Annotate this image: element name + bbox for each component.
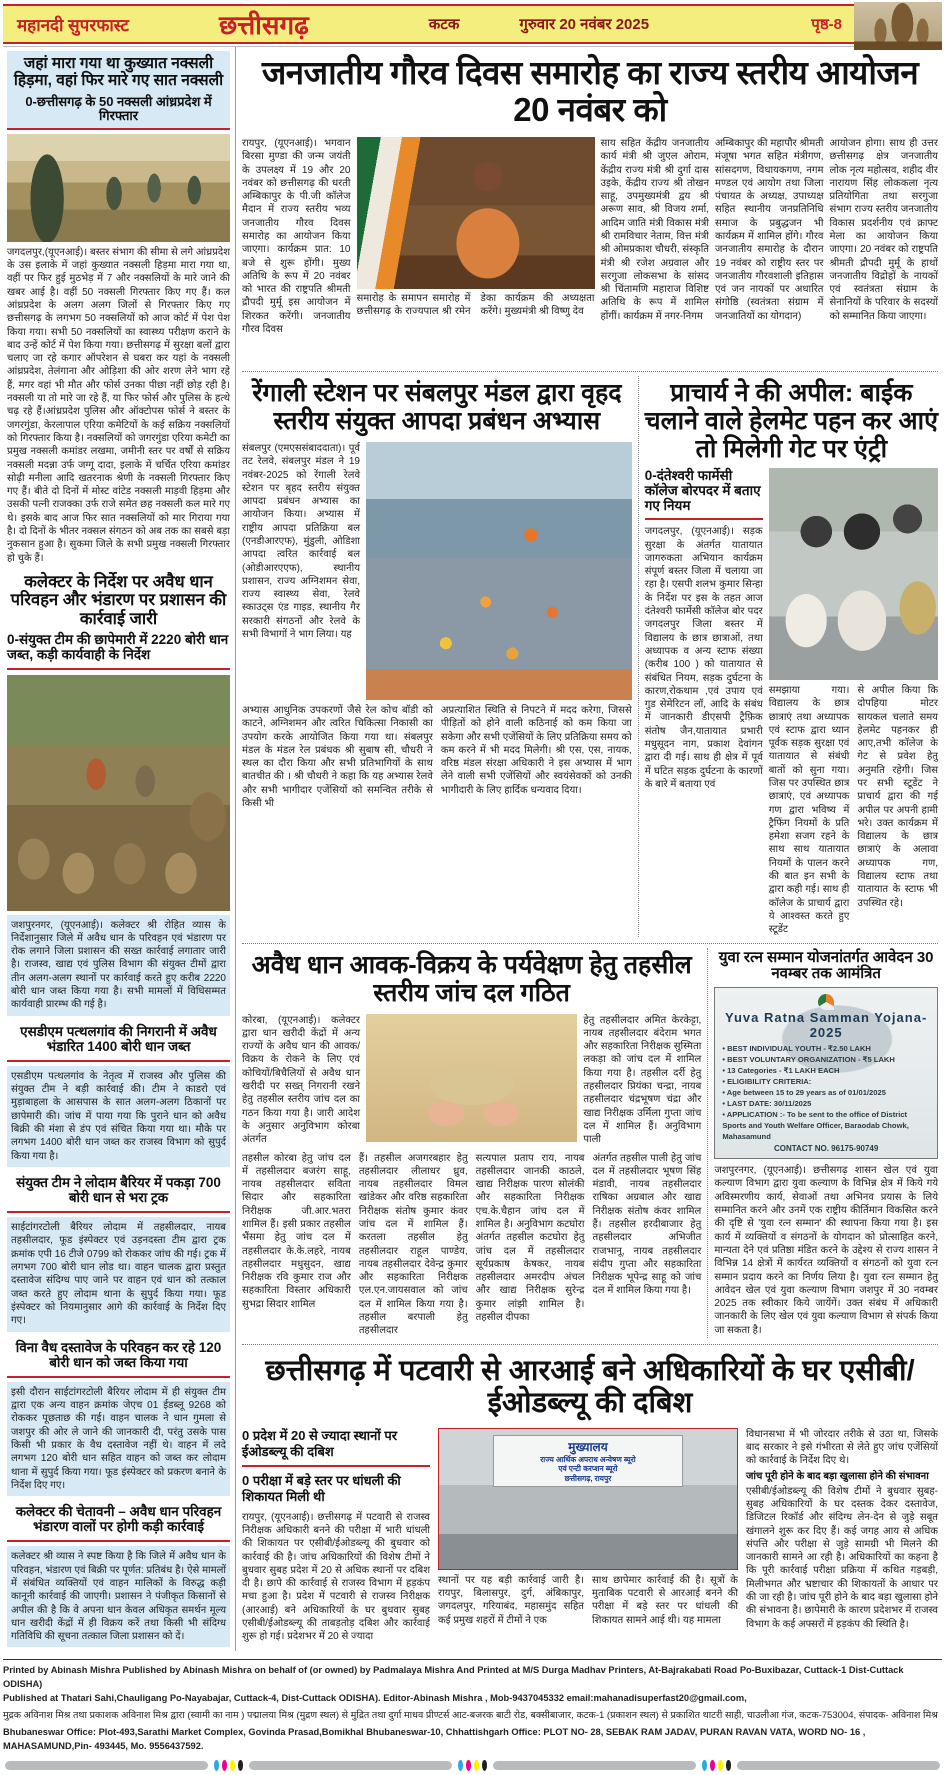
- korba-col-b: हैं। तहसील अजगरबहार हेतु तहसीलदार लीलाधर ध्रुव, नायब तहसीलदार विमल खांडेकर और वरिष्ठ सहकारिता निरीक्षक संतोष कुमार कंवर जांच दल में शामिल हैं। करतला तहसील हेतु तहसीलदार राहूल पाण्डेय, नायब तहसीलदार देवेन्द्र कुमार और सहकारिता निरीक्षक एल.एन.जायसवाल को जांच दल में शामिल किया गया है।तहसील बरपाली हेतु तहसीलदार: [358, 1152, 468, 1337]
- naxal-body: जगदलपुर,(यूएनआई)। बस्तर संभाग की सीमा से लगे आंध्रप्रदेश के उस इलाके में जहां कुख्यात नक्सली हिड़मा मारा गया था, वहीं पर फिर हुई मुठभेड़ में 7 और नक्सलियों के मारे जाने की खबर आई है। वहीं 50 नक्सली गिरफ्तार किए गए हैं। कल आंध्रप्रदेश के अलग अलग जिलों से गिरफ्तार किए गए छत्तीसगढ़ के लगभग 50 नक्सलियों को आज कोर्ट में पेश पेश किया गया। सभी 50 नक्सलियों का स्वास्थ्य परीक्षण कराने के बाद उन्हें कोर्ट में पेश किया गया। छत्तीसगढ़ में सुरक्षा बलों द्वारा चलाए जा रहे कगार ऑपरेशन से घबरा कर यहां के नक्सली आंध्रप्रदेश, तेलंगाना और ओड़िशा की ओर शरण लेने भाग रहे हैं, मगर वहां भी मौत और फोर्स उनका पीछा नहीं छोड़ रही है। नक्सली या तो मारे जा रहे हैं, या फिर फोर्स और पुलिस के हत्थे चढ़ रहे हैं।आंध्रप्रदेश पुलिस और ऑक्टोपस फोर्स ने बस्तर के जगरगुंडा, केरलापाल एरिया कमेटियों के कई सक्रिय नक्सलियों को गिरफ्तार किया है। नक्सलियों को जगरगुंडा एरिया कमेटी का प्रमुख नक्सली कमांडर लखमा, जमीनी स्तर पर वर्षों से सक्रिय नक्सली मदन्ना उर्फ जग्गू दादा, इलाके में चर्चित एरिया कमांडर सोढ़ी मनीला आदि खतरनाक श्रेणी के नक्सली गिरफ्तार किए गए हैं। बीते दो दिनों में मोस्ट वांटेड नक्सली माड़वी हिड़मा और उसकी पत्नी राजक्का उर्फ राजे समेत छह नक्सली कल मारे गए थे। इसके बाद आज फिर सात नक्सलियों को मार गिराया गया है। दो दिनों के भीतर नक्सल संगठन को अब तक का सबसे बड़ा नुकसान हुआ है। सुकमा जिले के सभी प्रमुख नक्सली गिरफ्तार हो चुके हैं।: [7, 246, 230, 564]
- train-article-top: [242, 442, 632, 700]
- acb-sign-line: छत्तीसगढ़, रायपुर: [564, 1474, 612, 1484]
- paddy-admin-headline: कलेक्टर के निर्देश पर अवैध धान परिवहन और भंडारण पर प्रशासन की कार्रवाई जारी: [10, 572, 227, 628]
- section-divider: [242, 1344, 938, 1345]
- tribal-headline: जनजातीय गौरव दिवस समारोह का राज्य स्तरीय आयोजन 20 नवंबर को: [261, 54, 919, 128]
- paddy-admin-subhead: 0-संयुक्त टीम की छापेमारी में 2220 बोरी धान जब्त, कड़ी कार्यवाही के निर्देश: [7, 630, 230, 669]
- acb-col2a: स्थानों पर यह बड़ी कार्रवाई जारी है। रायपुर, बिलासपुर, दुर्ग, अंबिकापुर, जगदलपुर, गरियाबंद, महासमुंद सहित कई प्रमुख शहरों में टीमों ने एक: [438, 1574, 584, 1626]
- tribal-photo-block: [357, 137, 595, 365]
- yuva-poster-graphic: [818, 994, 834, 1010]
- main-area: [236, 47, 942, 1651]
- imprint-line-1: Printed by Abinash Mishra Published by Abinash Mishra on behalf of (or owned) by Padmalaya Mishra And Printed at M/S Durga Madhav Printers, At-Bajrakabati Road Po-Buxibazar, Cuttack-1 Dist-Cuttack ODISHA): [3, 1665, 904, 1690]
- section-subhead-120-bori: विना वैध दस्तावेज के परिवहन कर रहे 120 बोरी धान को जब्त किया गया: [7, 1335, 230, 1378]
- acb-sign-line: राज्य आर्थिक अपराध अन्वेषण ब्यूरो: [540, 1454, 636, 1464]
- acb-article: [242, 1349, 938, 1644]
- poster-bullet: • 13 Categories - ₹1 LAKH EACH: [722, 1066, 840, 1076]
- masthead-date: गुरुवार 20 नवंबर 2025: [519, 16, 650, 33]
- cmyk-registration-marks: [458, 1760, 487, 1771]
- acb-building-photo: [438, 1428, 738, 1570]
- newspaper-page: [0, 4, 945, 1771]
- print-registration-bar: [5, 1760, 940, 1771]
- train-rescue-photo: [366, 442, 632, 700]
- imprint-footer: [3, 1659, 942, 1771]
- acb-col3-p2: एसीबी/ईओडब्ल्यू की विशेष टीमों ने बुधवार सुबह-सुबह अधिकारियों के घर दस्तक देकर दस्तावेज, डिजिटल रिकॉर्ड और संदिग्ध लेन-देन से जुड़े सबूत खंगालने शुरू कर दिए हैं। कई जगह आय से अधिक संपत्ति और परीक्षा से जुड़े सामग्री भी मिलने की जानकारी सामने आ रही है। अधिकारियों का कहना है कि पूरी कार्रवाई परीक्षा प्रक्रिया में कथित गड़बड़ी, मिलीभगत और भ्रष्टाचार की शिकायतों के आधार पर की जा रही है। जांच पूरी होने के बाद बड़ा खुलासा होने की संभावना है। छापेमारी के कारण प्रदेशभर में राजस्व विभाग के कई अफ्सरों में हड़कंप की स्थिति है।: [746, 1485, 938, 1630]
- helmet-article: [639, 376, 938, 937]
- acb-col1: रायपुर, (यूएनआई)। छत्तीसगढ़ में पटवारी से राजस्व निरीक्षक अधिकारी बनने की परीक्षा में भारी धांधली की शिकायत पर एसीबी/ईओडब्ल्यू की बुधवार को कार्रवाई की है। जांच अधिकारियों की विशेष टीमों ने बुधवार सुबह प्रदेश में 20 से अधिक स्थानों पर दबिश दी है। छापे की कार्रवाई से राजस्व विभाग में हड़कंप मचा हुआ है। प्रदेश में पटवारी से राजस्व निरीक्षक (आरआई) बने अधिकारियों के घर बुधवार सुबह एसीबी/ईओडब्ल्यू की ताबड़तोड़ दबिश और कार्रवाई शुरू हो गई। प्रदेशभर में 20 से ज्यादा: [242, 1511, 430, 1643]
- helmet-riders-photo: [769, 468, 938, 680]
- section-divider: [242, 943, 938, 944]
- temple-photo: [854, 2, 942, 50]
- paddy-admin-intro: जशपुरनगर, (यूएनआई)। कलेक्टर श्री रोहित व्यास के निर्देशानुसार जिले में अवैध धान के परिवहन एवं भंडारण पर रोक लगाने जिला प्रशासन की सख्त कार्रवाई लगातार जारी है। राजस्व, खाद्य एवं पुलिस विभाग की संयुक्त टीमों द्वारा तीन अलग-अलग स्थानों पर कार्रवाई करते हुए करीब 2220 बोरी धान जब्त किया गया है। सभी मामलों में विधिसम्मत कार्यवाही प्रारम्भ की गई है।: [7, 915, 230, 1016]
- poster-bullet: • APPLICATION :- To be sent to the office of District Sports and Youth Welfare Officer, Baraodab Chowk, Mahasamund: [722, 1110, 909, 1142]
- korba-article-bottom: [242, 1152, 701, 1338]
- poster-bullet: • BEST INDIVIDUAL YOUTH - ₹2.50 LAKH: [722, 1044, 871, 1054]
- korba-col-c: सत्यपाल प्रताप राय, नायब तहसीलदार जानकी काठले, खाद्य निरीक्षक पारण सोलंकी और सहकारिता निरीक्षक एच.के.चैहान जांच दल में शामिल है। अनुविभाग कटघोरा अंतर्गत तहसील कटघोरा हेतु जांच दल में तहसीलदार सूर्यप्रकाष केषकर, नायब तहसीलदार अमरदीप अंचल और खाद्य निरीक्षक सुरेन्द्र कुमार लांझी शामिल है।तहसील दीपका: [475, 1152, 585, 1324]
- acb-sign-line: एवं एन्टी करप्शन ब्यूरो: [558, 1464, 618, 1474]
- row-korba-yuva: [242, 948, 938, 1338]
- imprint-line-2: Published at Thatari Sahi,Chauligang Po-Nayabajar, Cuttack-4, Dist-Cuttack ODISHA). Editor-Abinash Mishra , Mob-9437045332 email:mahanadisuperfast20@gmail.com,: [3, 1693, 747, 1704]
- helmet-col1: जगदलपुर, (यूएनआई)। सड़क सुरक्षा के अंतर्गत यातायात जागरुकता अभियान कार्यक्रम संपूर्ण बस्तर जिला में चलाया जा रहा है। एसपी शलभ कुमार सिन्हा के निर्देश पर इस के तहत आज दंतेश्वरी फार्मेसी कॉलेज बोर पदर जगदलपुर जिला बस्तर में विद्यालय के छात्र छात्राओं, तथा अध्यापक व अन्य स्टाफ संख्या (करीब 100 ) को यातायात से संबंधित नियम, सड़क दुर्घटना के कारण,रोकथाम ,एवं उपाय एवं गुड सेमेरिटन लॉ, आदि के संबंध में जानकारी डीएसपी ट्रैफ़िक संतोष जैन,यातायात प्रभारी मधुसूदन नाग, प्रकाश देवांगन द्वारा दी गई। साथ ही क्षेत्र में पूर्व में घटित सड़क दुर्घटना के कारणों के बारे में बताया एवं: [644, 526, 763, 790]
- tribal-col6: आयोजन होगा। साथ ही उत्तर छत्तीसगढ़ क्षेत्र जनजातीय लोक नृत्य महोत्सव, शहीद वीर नारायण सिंह लोककला नृत्य प्रतियोगिता तथा सरगुजा संभाग राज्य स्तरीय जनजातीय विकास प्रदर्शनीय एवं क्राफ्ट मेला का आयोजन किया जाएगा। 20 नवंबर को राष्ट्रपति श्रीमती द्रौपदी मुर्मू के हाथों जनजातीय विद्रोहों के नायकों एवं स्वतंत्रता संग्राम के सेनानियों के परिवार के सदस्यों को सम्मानित किया जाएगा।: [829, 137, 938, 322]
- train-bottom-right: अप्रत्याशित स्थिति से निपटने में मदद करेगा, जिससे पीड़ितों को होने वाली कठिनाई को कम किया जा सकेगा और सभी एजेंसियों के लिए प्रतिक्रिया समय को कम करने में भी मदद मिलेगी। श्री एस, एस, नायक, वरिष्ठ मंडल संरक्षा अधिकारी ने इस अभ्यास में भाग लेने वाली सभी एजेंसियों और स्वयंसेवकों को उनकी भागीदारी के लिए हार्दिक धन्यवाद दिया।: [440, 704, 632, 796]
- cmyk-registration-marks: [214, 1760, 243, 1771]
- helmet-article-top: [645, 468, 938, 937]
- korba-headline: अवैध धान आवक-विक्रय के पर्यवेक्षण हेतु तहसील स्तरीय जांच दल गठित: [251, 950, 692, 1007]
- row-train-helmet: [242, 376, 938, 937]
- masthead-city: कटक: [428, 16, 460, 33]
- poster-bullet: • Age between 15 to 29 years as of 01/01/2025: [722, 1088, 886, 1098]
- korba-col-d: अंतर्गत तहसील पाली हेतु जांच दल में तहसीलदार भूषण सिंह मंडावी, नायब तहसीलदार राषिका अग्रबाल और खाद्य निरीक्षक संतोष कंवर शामिल हैं। तहसील हरदीबाजार हेतु तहसीलदार अभिजीत राजभानू, नायब तहसीलदार संदीप गुप्ता और सहकारिता निरीक्षक भूपेन्द्र साहू को जांच दल में शामिल किया गया है।: [592, 1152, 702, 1297]
- train-article-bottom: [242, 704, 632, 810]
- acb-office-sign: [493, 1435, 684, 1487]
- naxal-article: [7, 51, 230, 565]
- yuva-body: जशपुरनगर, (यूएनआई)। छत्तीसगढ़ शासन खेल एवं युवा कल्याण विभाग द्वारा युवा कल्याण के विभिन्न क्षेत्र में किये गये अविस्मरणीय कार्य, सेवाओं तथा अभिनव प्रयास के लिये सम्मानित करने और उनमें एक राष्ट्रीय कीर्तिमान विकसित करने की दृष्टि से 'युवा रत्न सम्मान' की स्थापना किया गया है। इस कार्य में व्यक्तियों व संगठनों के योगदान को प्रोत्साहित करने, मान्यता देने एवं प्रतिष्ठा मंडित करने के उद्देश्य से राज्य शासन ने विभिन्न 14 क्षेत्रों में कार्यरत व्यक्तियों व संगठनों को युवा रत्न सम्मान प्रदाय करने का निर्णय लिया है। युवा रत्न सम्मान हेतु आवेदन खेल एवं युवा कल्याण विभाग जशपुर में 30 नवम्बर 2025 तक स्वीकार किये जायेंगें। उक्त संबंध में अधिकारी जानकारी के लिए खेल एवं युवा कल्याण विभाग से संपर्क किया जा सकता है।: [714, 1165, 938, 1336]
- paddy-admin-article: [7, 571, 230, 1647]
- acb-sign-title: मुख्यालय: [568, 1439, 608, 1454]
- imprint-line-hindi: मुद्रक अविनाश मिश्र तथा प्रकाशक अविनाश मिश्र द्वारा (स्वामी का नाम ) पद्मालया मिश्र (मुद्रण स्थल) से मुद्रित तथा दुर्गा माधव प्रीण्टर्स आट-बजरक बाटी रोड, बक्सीबाजार, कटक-1 (प्रकाशन स्थल) से प्रकाशित थाटरी साही, चाउलीआ गंज, कटक-753004, संपादक- अविनाश मिश्र: [3, 1710, 938, 1722]
- section-body-1400-bori: एसडीएम पत्थलगांव के नेतृत्व में राजस्व और पुलिस की संयुक्त टीम ने बड़ी कार्रवाई की। टीम ने काडरो एवं मुड़ाबाहला के आसपास के सात अलग-अलग ठिकानों पर छापेमारी की। जांच में पाया गया कि पुराने धान को अवैध बिक्री की मंशा से डंप एवं संचित किया गया था। मौके पर लगभग 1400 बोरी धान जब्त कर राजस्व विभाग को सुपुर्द किया गया है।: [7, 1066, 230, 1167]
- section-body-120-bori: इसी दौरान साईटांगरटोली बैरियर लोदाम में ही संयुक्त टीम द्वारा एक अन्य वाहन क्रमांक जेएच 01 ईडब्लू 9268 को रोककर पूछताछ की गई। वाहन चालक ने धान गुमला से जशपुर की ओर ले जाने की जानकारी दी, परंतु उसके पास किसी भी प्रकार के वैध दस्तावेज नहीं थे। वाहन में लदे लगभग 120 बोरी धान सहित वाहन को जब्त कर लोदाम थाना में सुपुर्द किया गया। फूड इंस्पेक्टर को प्रकरण बनाने के निर्देश दिए गए।: [7, 1382, 230, 1496]
- section-body-collector-warning: कलेक्टर श्री व्यास ने स्पष्ट किया है कि जिले में अवैध धान के परिवहन, भंडारण एवं बिक्री पर पूर्णत: प्रतिबंध है। ऐसे मामलों में संबंधित व्यक्तियों एवं वाहन मालिकों के विरुद्ध कड़ी कानूनी कार्रवाई की जाएगी। प्रशासन ने पंजीकृत किसानों से अपील की है कि वे अपना धान केवल अधिकृत समर्थन मूल्य धान खरीदी केंद्रों में ही विक्रय करें तथा किसी भी संदिग्ध गतिविधि की सूचना तत्काल जिला प्रशासन को दें।: [7, 1546, 230, 1647]
- tribal-photo-caption: समारोह के समापन समारोह में छत्तीसगढ़ के राज्यपाल श्री रमेन डेका कार्यक्रम की अध्यक्षता करेंगे। मुख्यमंत्री श्री विष्णु देव: [356, 292, 595, 317]
- tribal-article-columns: [242, 137, 938, 365]
- cmyk-registration-marks: [702, 1760, 731, 1771]
- poster-bullet: • BEST VOLUNTARY ORGANIZATION - ₹5 LAKH: [722, 1055, 895, 1065]
- yuva-article: [708, 948, 938, 1338]
- tribal-col1: रायपुर, (यूएनआई)। भगवान बिरसा मुण्डा की जन्म जयंती के उपलक्ष्य में 19 और 20 नवंबर को छत्तीसगढ़ की धरती अम्बिकापुर के पी.जी कॉलेज मैदान में राज्य स्तरीय भव्य जनजातीय गौरव दिवस समारोह का आयोजन किया जाएगा। कार्यक्रम प्रात: 10 बजे से शुरू होंगी। मुख्य अतिथि के रूप में 20 नवंबर को भारत की राष्ट्रपति श्रीमती द्रौपदी मुर्मू इस आयोजन में शिरकत करेंगी। जनजातीय गौरव दिवस: [242, 137, 351, 336]
- section-subhead-collector-warning: कलेक्टर की चेतावनी – अवैध धान परिवहन भंडारण वालों पर होगी कड़ी कार्रवाई: [7, 1499, 230, 1542]
- section-subhead-1400-bori: एसडीएम पत्थलगांव की निगरानी में अवैध भंडारित 1400 बोरी धान जब्त: [7, 1019, 230, 1062]
- acb-left-block: [242, 1428, 430, 1644]
- naxal-forest-photo: [7, 134, 230, 242]
- korba-col-left: कोरबा, (यूएनआई)। कलेक्टर द्वारा धान खरीदी केंद्रों में अन्य राज्यों के अवैध धान की आवक/विक्रय के रोकने के लिए एवं कोचियों/बिचैलियों से अवैध धान खरीदी पर सख्त् निगरानी रखने हेतु तहसील स्तरीय जांच दल का गठन किया गया है। जारी आदेश के अनुसार अनुविभाग कोरबा अंतर्गत: [242, 1014, 360, 1146]
- yuva-poster-title: Yuva Ratna Samman Yojana-2025: [725, 1010, 928, 1041]
- imprint-line-4: Bhubaneswar Office: Plot-493,Sarathi Market Complex, Govinda Prasad,Bomikhal Bhubaneswar-10, Chhattishgarh Office: PLOT NO- 28, SEBAK RAM JADAV, PURAN RAVAN VATA, WORD NO- 16 , MAHASAMUND,Pin- 493445, Mo. 9556437592.: [3, 1727, 866, 1752]
- acb-col3-p1: विधानसभा में भी जोरदार तरीके से उठा था, जिसके बाद सरकार ने इसे गंभीरता से लेते हुए जांच एजेंसियों को कार्रवाई के निर्देश दिए थे।: [746, 1428, 938, 1467]
- page-number: पृष्ठ-8: [811, 16, 842, 33]
- paper-name: छत्तीसगढ़: [218, 10, 309, 40]
- acb-col3-subhead: जांच पूरी होने के बाद बड़ा खुलासा होने की संभावना: [746, 1470, 929, 1482]
- yuva-poster: [714, 987, 938, 1159]
- acb-middle-block: [438, 1428, 738, 1644]
- section-divider: [242, 371, 938, 372]
- yuva-headline: युवा रत्न सम्मान योजनांतर्गत आवेदन 30 नवम्बर तक आमंत्रित: [718, 948, 934, 983]
- helmet-article-bottom: [769, 684, 938, 937]
- helmet-subhead: 0-दंतेश्वरी फार्मेसी कॉलेज बोरपदर में बताए गए नियम: [645, 468, 763, 520]
- masthead-left-title: महानदी सुपरफास्ट: [17, 15, 129, 35]
- acb-headline: छत्तीसगढ़ में पटवारी से आरआई बने अधिकारियों के घर एसीबी/ईओडब्ल्यू की दबिश: [265, 1354, 915, 1420]
- korba-article-top: [242, 1014, 701, 1147]
- acb-col2b: साथ छापेमार कार्रवाई की है। सूत्रों के मुताबिक पटवारी से आरआई बनने की परीक्षा में बड़े स्तर पर धांधली की शिकायत सामने आई थी। यह मामला: [592, 1574, 738, 1626]
- train-col1: संबलपुर (एमएससंबाददाता)। पूर्व तट रेलवे, संबलपुर मंडल ने 19 नवंबर-2025 को रेंगाली रेलवे स्टेशन पर बृहद स्तरीय संयुक्त आपदा प्रबंधन अभ्यास का आयोजन किया। अभ्यास में राष्ट्रीय आपदा प्रतिक्रिया बल (एनडीआरएफ), मुंडुली, ओडिशा आपदा त्वरित कार्रवाई बल (ओडीआरएएफ), स्थानीय प्रशासन, राज्य अग्निशमन सेवा, राज्य स्वास्थ्य सेवा, रेलवे स्काउट्स एंड गाइड, स्थानीय गैर सरकारी संगठनों और रेलवे के सभी विभागों ने भाग लिया। यह: [242, 442, 360, 641]
- naxal-subhead: 0-छत्तीसगढ़ के 50 नक्सली आंध्रप्रदेश में गिरफ्तार: [7, 92, 230, 130]
- masthead: [3, 4, 942, 44]
- registration-segment: [493, 1761, 696, 1770]
- paddy-sacks-photo: [7, 675, 230, 911]
- korba-article: [242, 948, 708, 1338]
- helmet-col3: से अपील किया कि दोपहिया मोटर सायकल चलाते समय हेलमेट पहनकर ही आए,तभी कॉलेज के गेट से प्रवेश हेतु अनुमति रहेगी। जिस पर सभी स्टूडेंट ने प्राचार्य द्वारा की गई अपील पर अपनी हामी भरे। उक्त कार्यक्रम में विद्यालय के छात्र छात्राएं के अलावा अध्यापक गण, विद्यालय स्टाफ तथा यातायात के स्टाफ भी उपस्थित रहे।: [857, 684, 938, 909]
- registration-segment: [5, 1761, 208, 1770]
- acb-subhead-1: 0 प्रदेश में 20 से ज्यादा स्थानों पर ईओडब्ल्यू की दबिश: [242, 1428, 430, 1468]
- left-column: [3, 47, 236, 1651]
- acb-subhead-2: 0 परीक्षा में बड़े स्तर पर धांधली की शिकायत मिली थी: [242, 1473, 401, 1505]
- helmet-col2: समझाया गया। विद्यालय के छात्र छात्राएं तथा अध्यापक एवं स्टाफ द्वारा ध्यान पूर्वक सड़क सुरक्षा एवं यातायात से संबंधी बातों को सुना गया। जिस पर उपस्थित छात्र छात्राएं, एवं अध्यापक गण द्वारा भविष्य में ट्रैफिंग नियमों के प्रति हमेशा सजग रहने के साथ साथ यातायात नियमों के पालन करने की बात इन सभी के द्वारा कही गई। साथ ही कॉलेज के प्राचार्य द्वारा ये आश्वस्त करते हुए स्टूडेंट: [768, 684, 850, 936]
- acb-article-columns: [242, 1428, 938, 1644]
- acb-right-block: [746, 1428, 938, 1644]
- section-subhead-700-bori: संयुक्त टीम ने लोदाम बैरियर में पकड़ा 700 बोरी धान से भरा ट्रक: [7, 1170, 230, 1213]
- train-bottom-left: अभ्यास आधुनिक उपकरणों जैसे रेल कोच बॉडी को काटने, अग्निशमन और त्वरित चिकित्सा निकासी का उपयोग करके आयोजित किया गया था। संबलपुर मंडल के मंडल रेल प्रबंधक श्री सुबाष सी, चौधरी ने स्थल का दौरा किया और सभी प्रतिभागियों के साथ बातचीत की । श्री चौधरी ने कहा कि यह अभ्यास रेलवे और सभी भागीदार एजेंसियों को समन्वित तरीके से किसी भी: [242, 704, 433, 809]
- helmet-right-block: [769, 468, 938, 937]
- poster-bullet: • LAST DATE: 30/11/2025: [722, 1099, 812, 1109]
- section-body-700-bori: साईटांगरटोली बैरियर लोदाम में तहसीलदार, नायब तहसीलदार, फूड इंस्पेक्टर एवं उड़नदस्ता टीम द्वारा ट्रक क्रमांक एपी 16 टीजे 0799 को रोककर जांच की गई। ट्रक में लगभग 700 बोरी धान लोड था। वाहन चालक द्वारा प्रस्तुत दस्तावेज संदिग्ध पाए जाने पर वाहन एवं धान को तत्काल जब्त करते हुए लोदाम थाना के सुपुर्द किया गया। फूड इंस्पेक्टर को नियमानुसार आगे की कार्रवाई के निर्देश दिए गए।: [7, 1217, 230, 1331]
- yuva-poster-bullets: [722, 1043, 930, 1142]
- helmet-headline: प्राचार्य ने की अपील: बाईक चलाने वाले हेलमेट पहन कर आएं तो मिलेगी गेट पर एंट्री: [644, 378, 938, 463]
- rice-hands-photo: [366, 1014, 577, 1142]
- tribal-col4: साय सहित केंद्रीय जनजातीय कार्य मंत्री श्री जुएल ओराम, केंद्रीय राज्य मंत्री श्री दुर्गा दास उइके, केंद्रीय राज्य श्री तोखन साहू, उपमुख्यमंत्री द्वय श्री अरूण साव, श्री विजय शर्मा, आदिम जाति मंत्री विकास मंत्री श्री रामविचार नेताम, वित्त मंत्री श्री ओमप्रकाश चौधरी, संस्कृति मंत्री श्री रजेश अग्रवाल और सरगुजा लोकसभा के सांसद श्री चिंतामणि महाराज विशिष्ट अतिथि के रूप में शामिल होंगीं। कार्यक्रम में नगर-निगम: [600, 137, 709, 322]
- president-murmu-photo: [357, 137, 595, 289]
- registration-segment: [737, 1761, 940, 1770]
- train-headline: रेंगाली स्टेशन पर संबलपुर मंडल द्वारा वृहद स्तरीय संयुक्त आपदा प्रबंधन अभ्यास: [252, 378, 622, 435]
- page-content: [3, 46, 942, 1651]
- korba-col-right: हेतु तहसीलदार अमित केरकेट्टा, नायब तहसीलदार बंदेराम भगत और सहकारिता निरीक्षक सुस्मिता लकड़ा को जांच दल में शामिल किया गया है। तहसील दर्री हेतु तहसीलदार प्रियंका चन्द्रा, नायब तहसीलदार चंद्रभूषण चंद्रा और खाद्य निरीक्षक उर्मिला गुप्ता जांच दल में शामिल हैं। अनुविभाग पाली: [583, 1014, 702, 1146]
- tribal-article: [242, 47, 938, 365]
- tribal-col5: अम्बिकापुर की महापौर श्रीमती मंजूषा भगत सहित मंत्रीगण, सांसदगण, विधायकगण, नगम मण्डल एवं आयोग तथा जिला पंचायत के अध्यक्ष, उपाध्यक्ष सहित स्थानीय जनप्रतिनिधि समाज के प्रबुद्धजन भी कार्यक्रम में शामिल होंगे। गौरव जनजातीय समारोह के दौरान 19 नवंबर को राष्ट्रीय स्तर पर जनजातीय गौरवशाली इतिहास एवं जन नायकों पर अधारित संगोष्ठि (स्वतंत्रता संग्राम में जनजातियों का योगदान): [715, 137, 824, 322]
- train-article: [242, 376, 639, 937]
- naxal-headline: जहां मारा गया था कुख्यात नक्सली हिड़मा, वहां फिर मारे गए सात नक्सली: [7, 51, 230, 92]
- registration-segment: [249, 1761, 452, 1770]
- acb-middle-columns: [438, 1574, 738, 1627]
- yuva-poster-contact: CONTACT NO. 96175-90749: [773, 1144, 879, 1154]
- korba-col-a: तहसील कोरबा हेतु जांच दल में तहसीलदार बजरंग साहू, नायब तहसीलदार सविता सिदार और सहकारिता निरीक्षक जी.आर.भतरा शामिल हैं। इसी प्रकार तहसील भैंसमा हेतु जांच दल में तहसीलदार के.के.लहरे, नायब तहसीलदार मधुसुदन, खाद्य निरीक्षक रवि कुमार राज और सहकारिता विस्तार अधिकारी सुभद्रा सिदार शामिल: [242, 1152, 351, 1310]
- helmet-left-block: [645, 468, 763, 937]
- poster-bullet: • ELIGIBILITY CRITERIA:: [722, 1077, 812, 1087]
